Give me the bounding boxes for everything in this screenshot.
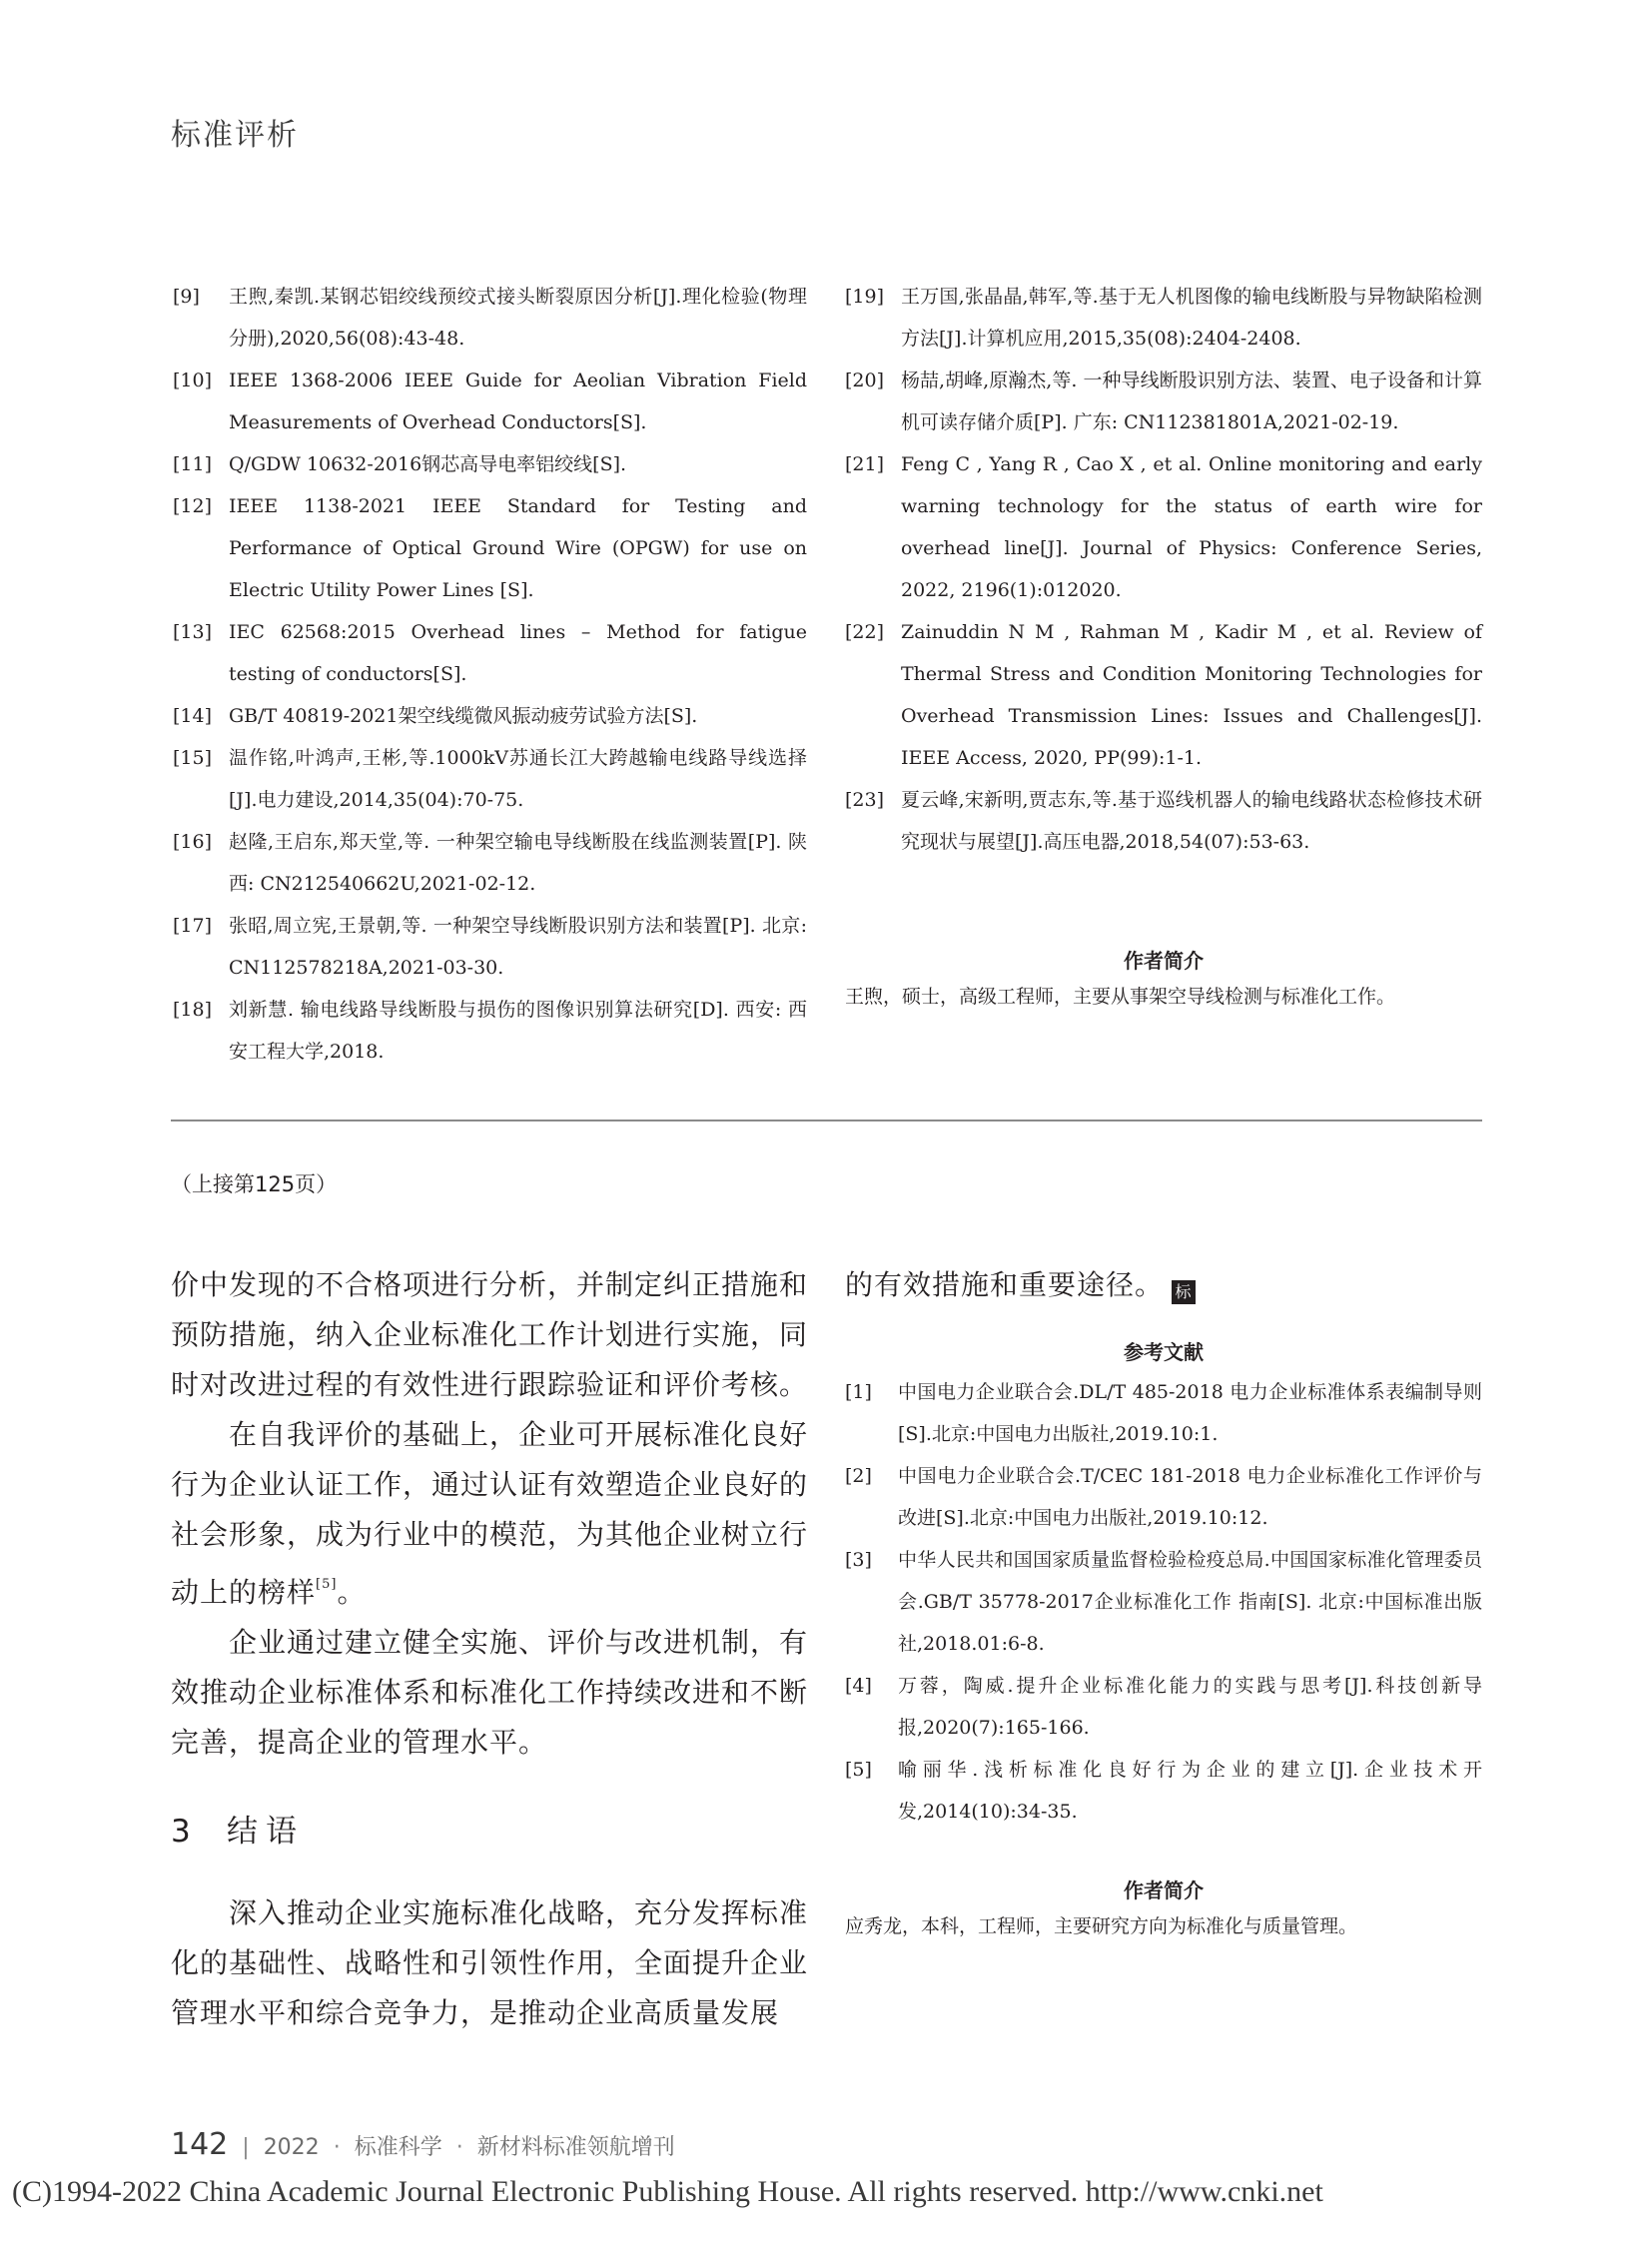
reference-number: [5]	[845, 1759, 872, 1781]
reference-text: Zainuddin N M , Rahman M , Kadir M , et al. Review of Thermal Stress and Condition Monitoring Technologies for Overhead Transmission Lines: Issues and Challenges[J]. IEEE Access, 2020, PP(99):1-1.	[901, 621, 1482, 769]
footer-journal: 标准科学	[354, 2135, 442, 2160]
reference-item	[173, 611, 807, 695]
copyright-notice: (C)1994-2022 China Academic Journal Electronic Publishing House. All rights reserved. http://www.cnki.net	[12, 2175, 1323, 2208]
reference-number: [11]	[173, 453, 213, 475]
reference-text: IEC 62568:2015 Overhead lines – Method for fatigue testing of conductors[S].	[229, 621, 807, 685]
reference-text: 王万国,张晶晶,韩军,等.基于无人机图像的输电线断股与异物缺陷检测方法[J].计算机应用,2015,35(08):2404-2408.	[901, 286, 1482, 350]
section-header: 标准评析	[171, 118, 299, 153]
reference-text: IEEE 1368-2006 IEEE Guide for Aeolian Vibration Field Measurements of Overhead Conductors[S].	[229, 370, 807, 433]
reference-number: [3]	[845, 1549, 872, 1571]
reference-number: [1]	[845, 1381, 872, 1403]
reference-text: 温作铭,叶鸿声,王彬,等.1000kV苏通长江大跨越输电线路导线选择[J].电力建设,2014,35(04):70-75.	[229, 747, 807, 811]
reference-item	[173, 989, 807, 1073]
reference-item	[845, 360, 1482, 443]
paragraph-text: 的有效措施和重要途径。	[845, 1268, 1165, 1301]
footer-dot: ·	[455, 2135, 463, 2160]
reference-number: [13]	[173, 621, 213, 643]
reference-text: 赵隆,王启东,郑天堂,等. 一种架空输电导线断股在线监测装置[P]. 陕西: CN212540662U,2021-02-12.	[229, 831, 807, 895]
references-column-right	[845, 276, 1482, 863]
reference-number: [2]	[845, 1465, 872, 1487]
reference-number: [10]	[173, 370, 213, 391]
reference-item	[845, 1455, 1482, 1539]
reference-number: [19]	[845, 286, 885, 308]
body-column-left	[171, 1260, 808, 2038]
reference-text: 杨喆,胡峰,原瀚杰,等. 一种导线断股识别方法、装置、电子设备和计算机可读存储介质[P]. 广东: CN112381801A,2021-02-19.	[901, 370, 1482, 433]
reference-text: Feng C , Yang R , Cao X , et al. Online monitoring and early warning technology for the status of earth wire for overhead line[J]. Journal of Physics: Conference Series, 2022, 2196(1):012020.	[901, 453, 1482, 601]
reference-number: [4]	[845, 1675, 872, 1697]
paragraph-end: 。	[337, 1576, 367, 1609]
body-paragraph	[845, 1260, 1482, 1310]
author-bio-text: 王煦，硕士，高级工程师，主要从事架空导线检测与标准化工作。	[845, 986, 1396, 1008]
author-bio-title: 作者简介	[1124, 949, 1204, 973]
reference-item	[845, 1749, 1482, 1833]
section-heading	[171, 1806, 808, 1851]
reference-number: [12]	[173, 495, 213, 517]
reference-item	[173, 276, 807, 360]
reference-text: 张昭,周立宪,王景朝,等. 一种架空导线断股识别方法和装置[P]. 北京: CN112578218A,2021-03-30.	[229, 915, 807, 979]
reference-number: [21]	[845, 453, 885, 475]
author-bio-text: 应秀龙，本科，工程师，主要研究方向为标准化与质量管理。	[845, 1915, 1358, 1937]
reference-item	[845, 1371, 1482, 1455]
reference-item	[845, 779, 1482, 863]
reference-item	[173, 485, 807, 611]
article-divider	[171, 1120, 1482, 1121]
reference-text: 喻丽华.浅析标准化良好行为企业的建立[J].企业技术开发,2014(10):34-35.	[898, 1759, 1482, 1823]
reference-number: [22]	[845, 621, 885, 643]
reference-text: IEEE 1138-2021 IEEE Standard for Testing and Performance of Optical Ground Wire (OPGW) for use on Electric Utility Power Lines [S].	[229, 495, 807, 601]
footer-year: 2022	[263, 2135, 320, 2160]
reference-item	[845, 1665, 1482, 1749]
reference-item	[173, 905, 807, 989]
footer-issue: 新材料标准领航增刊	[476, 2135, 675, 2160]
paragraph-text: 在自我评价的基础上，企业可开展标准化良好行为企业认证工作，通过认证有效塑造企业良好的社会形象，成为行业中的模范，为其他企业树立行动上的榜样	[171, 1418, 809, 1609]
reference-item	[845, 611, 1482, 779]
reference-text: 夏云峰,宋新明,贾志东,等.基于巡线机器人的输电线路状态检修技术研究现状与展望[J].高压电器,2018,54(07):53-63.	[901, 789, 1482, 853]
reference-number: [16]	[173, 831, 213, 853]
page-footer	[171, 2127, 675, 2162]
page-number: 142	[171, 2127, 229, 2162]
reference-number: [23]	[845, 789, 885, 811]
reference-text: 王煦,秦凯.某钢芯铝绞线预绞式接头断裂原因分析[J].理化检验(物理分册),2020,56(08):43-48.	[229, 286, 807, 350]
reference-list	[173, 276, 807, 1073]
author-bio-title: 作者简介	[1124, 1878, 1204, 1902]
reference-number: [20]	[845, 370, 885, 391]
reference-item	[845, 276, 1482, 360]
references-section	[845, 1336, 1482, 1833]
reference-text: Q/GDW 10632-2016钢芯高导电率铝绞线[S].	[229, 453, 627, 475]
reference-text: GB/T 40819-2021架空线缆微风振动疲劳试验方法[S].	[229, 705, 698, 727]
references-column-left	[173, 276, 807, 1073]
reference-number: [14]	[173, 705, 213, 727]
reference-list	[845, 276, 1482, 863]
reference-item	[173, 737, 807, 821]
reference-text: 中国电力企业联合会.T/CEC 181-2018 电力企业标准化工作评价与改进[S].北京:中国电力出版社,2019.10:12.	[898, 1465, 1482, 1529]
reference-item	[845, 443, 1482, 611]
body-paragraph: 深入推动企业实施标准化战略，充分发挥标准化的基础性、战略性和引领性作用，全面提升企业管理水平和综合竞争力，是推动企业高质量发展	[171, 1896, 809, 2029]
footer-dot: ·	[333, 2135, 341, 2160]
author-bio	[845, 1872, 1482, 1944]
author-bio	[845, 943, 1482, 1015]
article-end-mark: 标	[1172, 1280, 1196, 1304]
reference-number: [9]	[173, 286, 200, 308]
reference-text: 中华人民共和国国家质量监督检验检疫总局.中国国家标准化管理委员会.GB/T 35778-2017企业标准化工作 指南[S]. 北京:中国标准出版社,2018.01:6-8.	[898, 1549, 1482, 1655]
reference-number: [15]	[173, 747, 213, 769]
continued-note: （上接第125页）	[171, 1172, 338, 1196]
citation-mark: [5]	[316, 1577, 338, 1592]
reference-number: [17]	[173, 915, 213, 937]
body-column-right	[845, 1260, 1482, 1944]
section-heading-text: 结语	[227, 1814, 305, 1850]
reference-list	[845, 1371, 1482, 1833]
reference-number: [18]	[173, 999, 213, 1021]
section-heading-number: 3	[171, 1814, 191, 1850]
reference-item	[173, 360, 807, 443]
references-title: 参考文献	[1124, 1340, 1204, 1364]
reference-item	[173, 443, 807, 485]
body-paragraph: 价中发现的不合格项进行分析，并制定纠正措施和预防措施，纳入企业标准化工作计划进行实施，同时对改进过程的有效性进行跟踪验证和评价考核。	[171, 1268, 809, 1401]
reference-text: 中国电力企业联合会.DL/T 485-2018 电力企业标准体系表编制导则[S].北京:中国电力出版社,2019.10:1.	[898, 1381, 1482, 1445]
footer-separator: |	[242, 2135, 250, 2160]
reference-text: 万蓉，陶威.提升企业标准化能力的实践与思考[J].科技创新导报,2020(7):165-166.	[898, 1675, 1482, 1739]
reference-item	[173, 821, 807, 905]
body-paragraph	[171, 1410, 808, 1618]
reference-text: 刘新慧. 输电线路导线断股与损伤的图像识别算法研究[D]. 西安: 西安工程大学,2018.	[229, 999, 807, 1063]
reference-item	[173, 695, 807, 737]
reference-item	[845, 1539, 1482, 1665]
body-paragraph: 企业通过建立健全实施、评价与改进机制，有效推动企业标准体系和标准化工作持续改进和不断完善，提高企业的管理水平。	[171, 1626, 809, 1759]
